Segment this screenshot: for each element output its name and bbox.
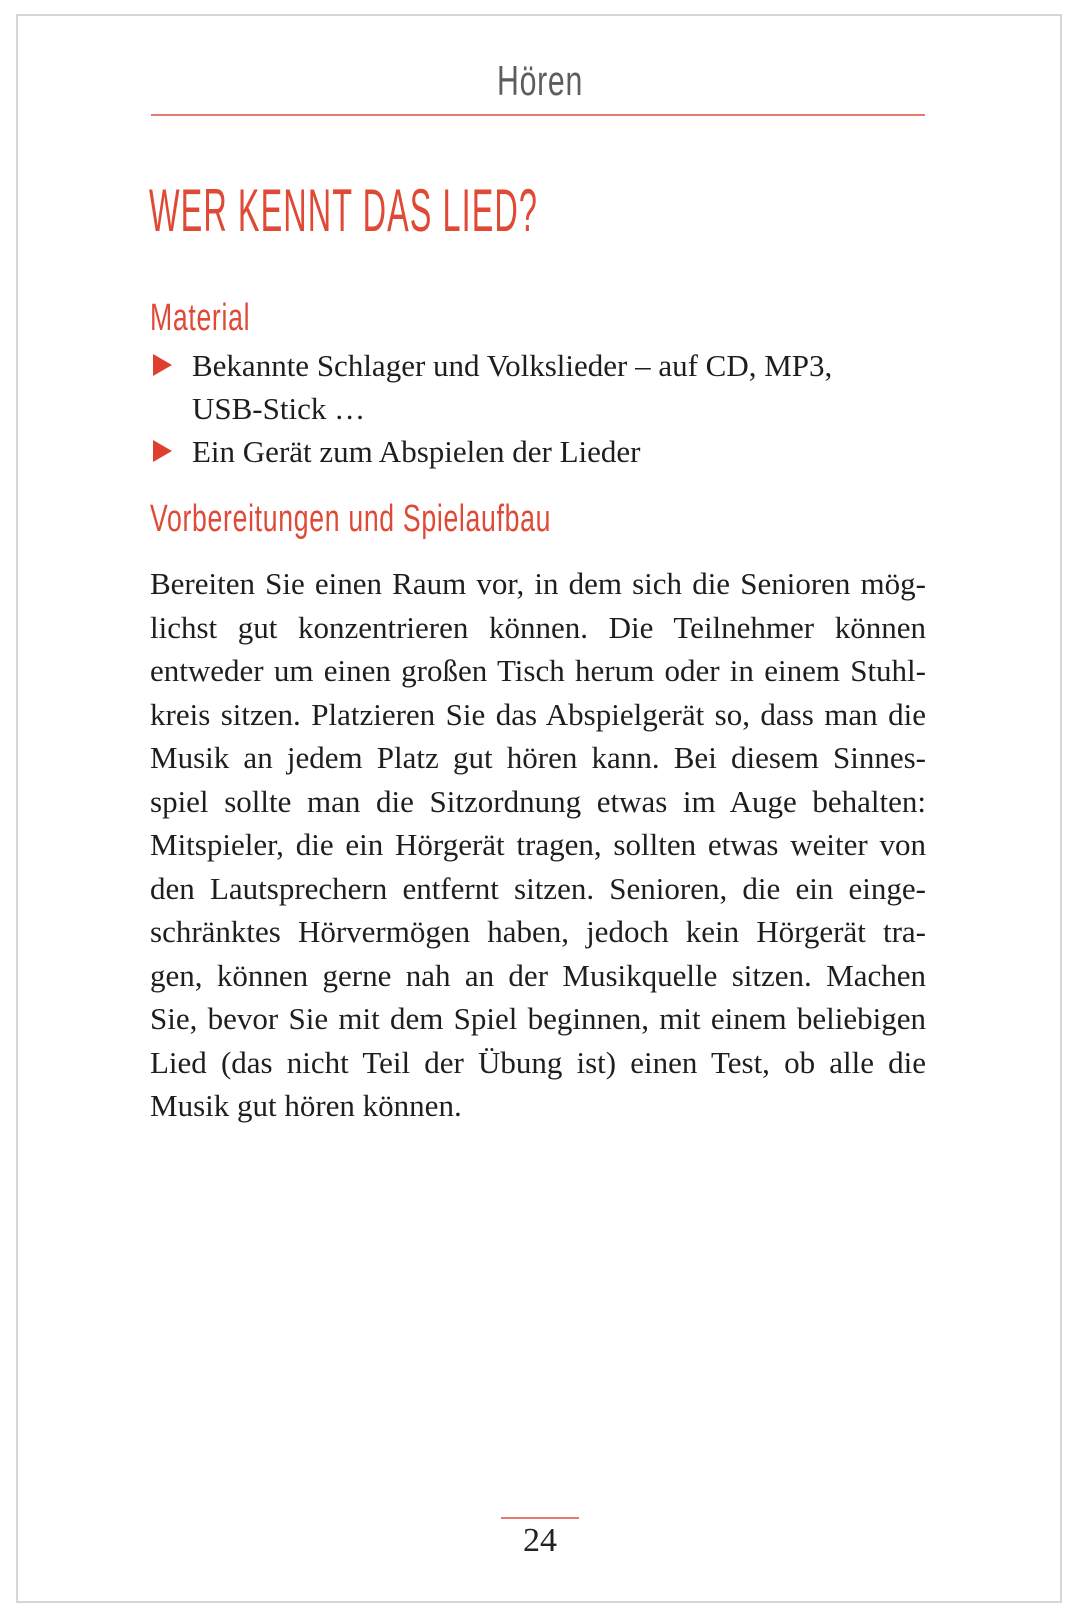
body-line: gen, können gerne nah an der Musikquelle sitzen. Machen — [150, 957, 926, 993]
body-line: Musik gut hören können. — [150, 1088, 462, 1123]
body-line: entweder um einen großen Tisch herum oder in einem Stuhl- — [150, 653, 926, 688]
page-number: 24 — [523, 1522, 557, 1559]
footer-rule — [501, 1517, 579, 1519]
bullet-triangle-icon — [153, 440, 172, 462]
header-rule — [151, 114, 925, 116]
section-heading-preparation: Vorbereitungen und Spielaufbau — [150, 498, 552, 540]
section-heading-material: Material — [150, 297, 251, 339]
body-line: Bereiten Sie einen Raum vor, in dem sich die Senioren mög- — [150, 566, 926, 601]
body-line: lichst gut konzentrieren können. Die Teilnehmer können — [150, 609, 926, 645]
list-item-line: Bekannte Schlager und Volkslieder – auf CD, MP3, — [192, 348, 833, 383]
body-line: Musik an jedem Platz gut hören kann. Bei diesem Sinnes- — [150, 740, 926, 775]
material-list — [150, 344, 926, 473]
body-line: Sie, bevor Sie mit dem Spiel beginnen, mit einem beliebigen — [150, 1001, 926, 1036]
body-line: spiel sollte man die Sitzordnung etwas im Auge behalten: — [150, 783, 926, 819]
body-line: Mitspieler, die ein Hörgerät tragen, sollten etwas weiter von — [150, 827, 926, 862]
list-item — [150, 430, 926, 473]
chapter-title: Hören — [497, 57, 583, 104]
body-paragraph — [150, 562, 926, 1128]
body-line: kreis sitzen. Platzieren Sie das Abspielgerät so, dass man die — [150, 696, 926, 732]
list-item-line: Ein Gerät zum Abspielen der Lieder — [192, 434, 641, 469]
list-item-line: USB-Stick … — [192, 391, 366, 426]
body-line: Lied (das nicht Teil der Übung ist) einen Test, ob alle die — [150, 1044, 926, 1080]
bullet-triangle-icon — [153, 354, 172, 376]
list-item — [150, 344, 926, 430]
body-line: den Lautsprechern entfernt sitzen. Senioren, die ein einge- — [150, 870, 926, 906]
article-title: WER KENNT DAS LIED? — [149, 177, 539, 244]
body-line: schränktes Hörvermögen haben, jedoch kein Hörgerät tra- — [150, 914, 926, 949]
